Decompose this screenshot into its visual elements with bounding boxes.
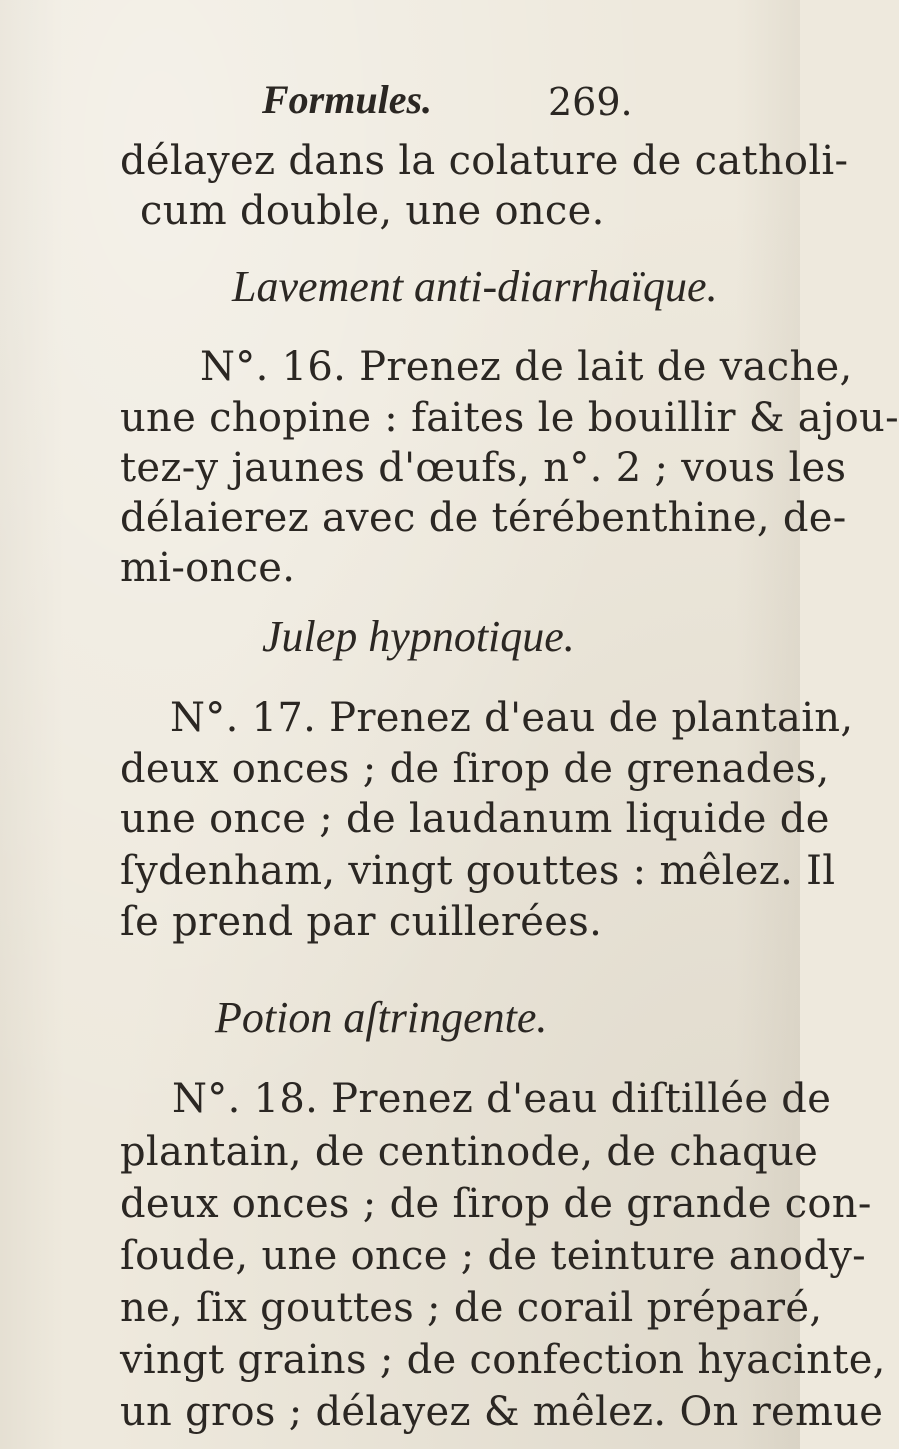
continuation-line: délayez dans la colature de catholi- bbox=[120, 138, 849, 184]
body-line: ſoude, une once ; de teinture anody- bbox=[120, 1233, 866, 1279]
body-line: tez-y jaunes d'œufs, n°. 2 ; vous les bbox=[120, 445, 847, 491]
body-line: vingt grains ; de confection hyacinte, bbox=[120, 1337, 886, 1383]
body-line: ſe prend par cuillerées. bbox=[120, 899, 603, 945]
body-line: ſydenham, vingt gouttes : mêlez. Il bbox=[120, 848, 836, 894]
body-line: deux onces ; de ſirop de grenades, bbox=[120, 746, 830, 792]
body-line: N°. 18. Prenez d'eau diſtillée de bbox=[172, 1076, 832, 1122]
section-heading: Potion aſtringente. bbox=[215, 993, 548, 1042]
body-line: plantain, de centinode, de chaque bbox=[120, 1129, 819, 1175]
section-heading: Lavement anti-diarrhaïque. bbox=[232, 262, 718, 311]
section-heading: Julep hypnotique. bbox=[262, 612, 575, 661]
body-line: délaierez avec de térébenthine, de- bbox=[120, 495, 847, 541]
body-line: deux onces ; de ſirop de grande con- bbox=[120, 1181, 872, 1227]
body-line: une chopine : faites le bouillir & ajou- bbox=[120, 395, 899, 441]
running-title: Formules. bbox=[262, 77, 433, 122]
body-line: N°. 17. Prenez d'eau de plantain, bbox=[170, 695, 854, 741]
body-line: mi-once. bbox=[120, 545, 296, 591]
body-line: ne, ſix gouttes ; de corail préparé, bbox=[120, 1285, 823, 1331]
body-line: N°. 16. Prenez de lait de vache, bbox=[200, 344, 853, 390]
body-line: un gros ; délayez & mêlez. On remue bbox=[120, 1389, 884, 1435]
continuation-line: cum double, une once. bbox=[140, 188, 605, 234]
page-number: 269. bbox=[548, 80, 633, 124]
body-line: une once ; de laudanum liquide de bbox=[120, 796, 830, 842]
